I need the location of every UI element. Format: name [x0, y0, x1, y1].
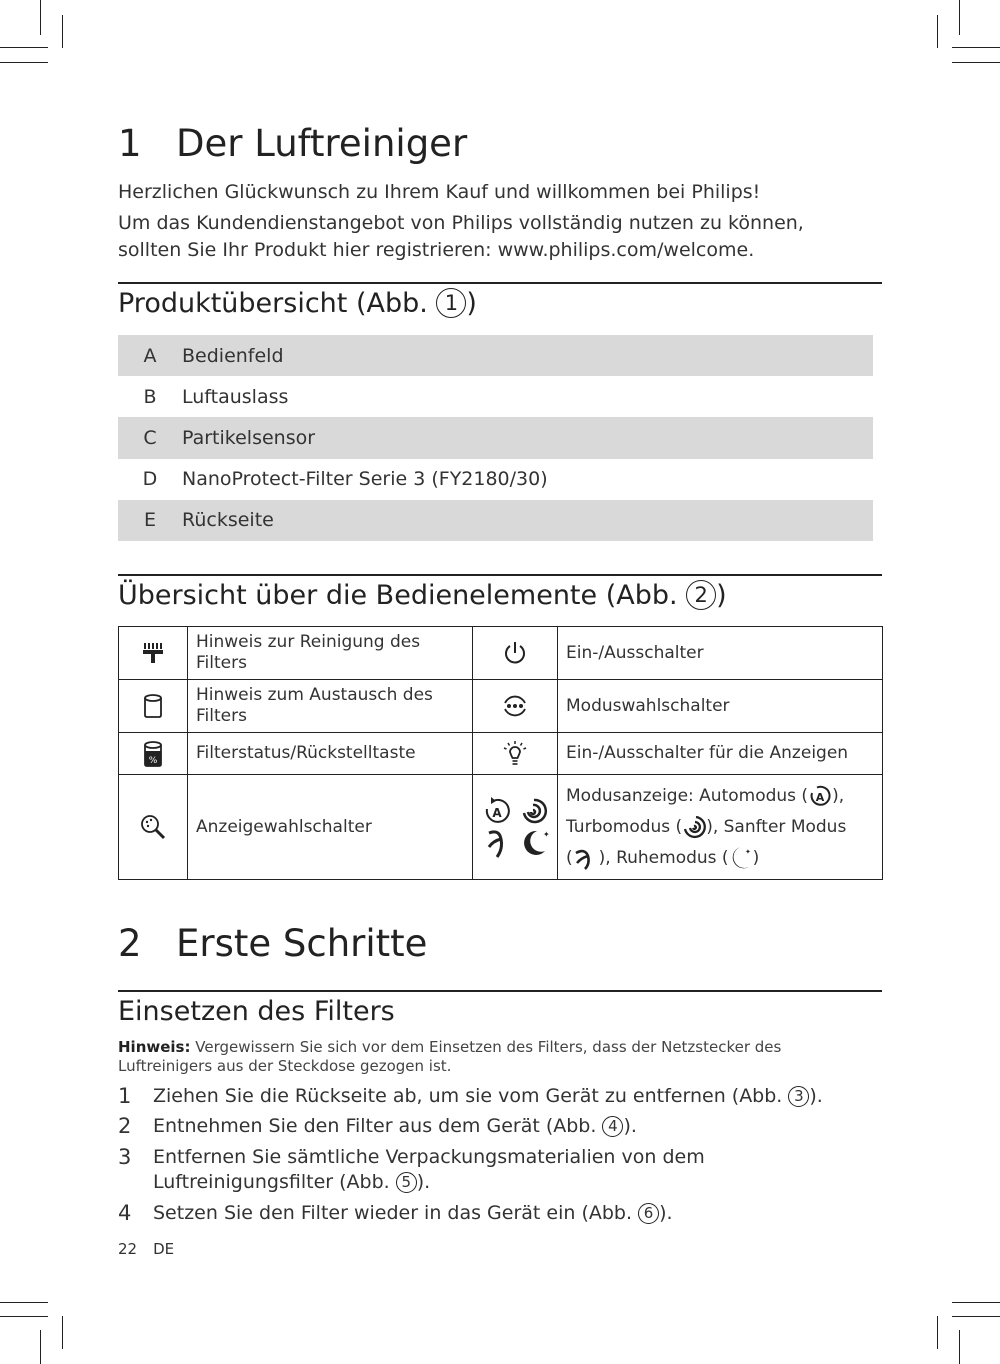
svg-text:%: % [148, 755, 158, 766]
section-1-heading: 1 Der Luftreiniger [118, 122, 468, 165]
list-item: C Partikelsensor [118, 417, 873, 458]
list-item: B Luftauslass [143, 385, 289, 408]
list-item: D NanoProtect-Filter Serie 3 (FY2180/30) [142, 468, 548, 491]
light-bulb-icon [500, 744, 530, 764]
gentle-mode-icon [573, 848, 599, 868]
table-row: Hinweis zum Austausch des Filters Moduswahlschalter [119, 680, 883, 733]
crop-mark [952, 62, 1000, 63]
crop-mark [952, 1316, 1000, 1317]
page-number: 22 [118, 1240, 138, 1258]
product-overview-heading: Produktübersicht (Abb. 1 ) [118, 282, 882, 319]
language-code: DE [153, 1240, 175, 1258]
crop-mark [952, 1302, 1000, 1303]
sleep-mode-icon [729, 848, 753, 868]
page-footer [118, 1240, 174, 1258]
svg-text:A: A [492, 806, 502, 820]
crop-mark [0, 1316, 48, 1317]
crop-mark [0, 47, 48, 48]
svg-text:A: A [815, 790, 825, 804]
list-item: E Rückseite [118, 500, 873, 541]
power-icon [501, 643, 529, 663]
crop-mark [0, 62, 48, 63]
section-2-heading: 2 Erste Schritte [118, 922, 428, 965]
crop-mark [0, 1302, 48, 1303]
insert-filter-heading: Einsetzen des Filters [118, 990, 882, 1027]
table-row: % Filterstatus/Rückstelltaste Ein-/Ausschalter für die Anzeigen [119, 733, 883, 775]
table-row: Hinweis zur Reinigung des Filters Ein-/Ausschalter [119, 627, 883, 680]
crop-mark [959, 1330, 960, 1364]
crop-mark [40, 1330, 41, 1364]
filter-status-percent-icon [141, 744, 165, 764]
mode-switch-icon [500, 696, 530, 716]
table-row: Anzeigewahlschalter A ✦ Modusanzeige: Automodus ( A ), Turbomodus ( ), Sanfter Modus ( ), Ruhemodus ( ✦ ) [119, 775, 883, 880]
svg-text:✦: ✦ [543, 830, 550, 839]
crop-mark [40, 0, 41, 35]
turbo-mode-icon [682, 817, 706, 837]
controls-overview-heading: Übersicht über die Bedienelemente (Abb. 2 ) [118, 574, 882, 611]
controls-table [118, 626, 883, 880]
crop-mark [62, 15, 63, 48]
crop-mark [937, 15, 938, 48]
registration-text: Um das Kundendienstangebot von Philips vollständig nutzen zu können, sollten Sie Ihr Produkt hier registrieren: www.philips.com/welcome. [118, 212, 804, 261]
note: Hinweis: Vergewissern Sie sich vor dem Einsetzen des Filters, dass der Netzstecker des Luftreinigers aus der Steckdose gezogen ist. [118, 1038, 782, 1075]
svg-text:✦: ✦ [744, 847, 751, 856]
product-parts-list [118, 335, 873, 541]
mode-indicators-icon [479, 806, 551, 839]
intro-text: Herzlichen Glückwunsch zu Ihrem Kauf und willkommen bei Philips! [118, 181, 761, 203]
crop-mark [952, 47, 1000, 48]
mode-indicator-description: Modusanzeige: Automodus ( A ), Turbomodus ( ), Sanfter Modus ( ), Ruhemodus ( ✦ ) [558, 775, 883, 880]
crop-mark [959, 0, 960, 35]
crop-mark [62, 1316, 63, 1349]
list-item: A Bedienfeld [118, 335, 873, 376]
filter-cleaning-brush-icon [140, 643, 166, 663]
crop-mark [937, 1316, 938, 1349]
filter-replace-icon [141, 696, 165, 716]
manual-page: 1 Der Luftreiniger Herzlichen Glückwunsch zu Ihrem Kauf und willkommen bei Philips! Um das Kundendienstangebot von Philips vollständig nutzen zu können, sollten Sie Ihr Produkt hier registrieren: www.philips.com/welcome. Produktübersicht (Abb. 1 ) A Bedienfeld B Luftauslass C Partikelsensor D NanoProtect-Filter Serie 3 (FY2180/30) E Rückseite Übersicht über die Bedienelemente (Abb. 2 ) Hinweis zur Reinigung des Filters Ein-/Ausschalter Hinweis zum Austausch des Filters Moduswahlschalter % Filterstatus/Rückstelltaste Ein-/Ausschalter für die Anzeigen Anzeigewahlschalter A ✦ Modusanzeige: Automodus ( A ), Turbomodus ( ), Sanfter Modus ( ), Ruhemodus ( ✦ ) 2 Erste Schritte Einsetzen des Filters Hinweis: Vergewissern Sie sich vor dem Einsetzen des Filters, dass der Netzstecker des Luftreinigers aus der Steckdose gezogen ist. 1 Ziehen Sie die Rückseite ab, um sie vom Gerät zu entfernen (Abb. 3 ). 2 Entnehmen Sie den Filter aus dem Gerät (Abb. 4 ). 3 Entfernen Sie sämtliche Verpackungsmaterialien von dem Luftreinigungsfilter (Abb. 5 ). 4 Setzen Sie den Filter wieder in das Gerät ein (Abb. 6 ). 22 DE [0, 0, 1000, 1364]
display-select-magnifier-icon [138, 817, 168, 837]
auto-mode-icon [808, 786, 832, 806]
